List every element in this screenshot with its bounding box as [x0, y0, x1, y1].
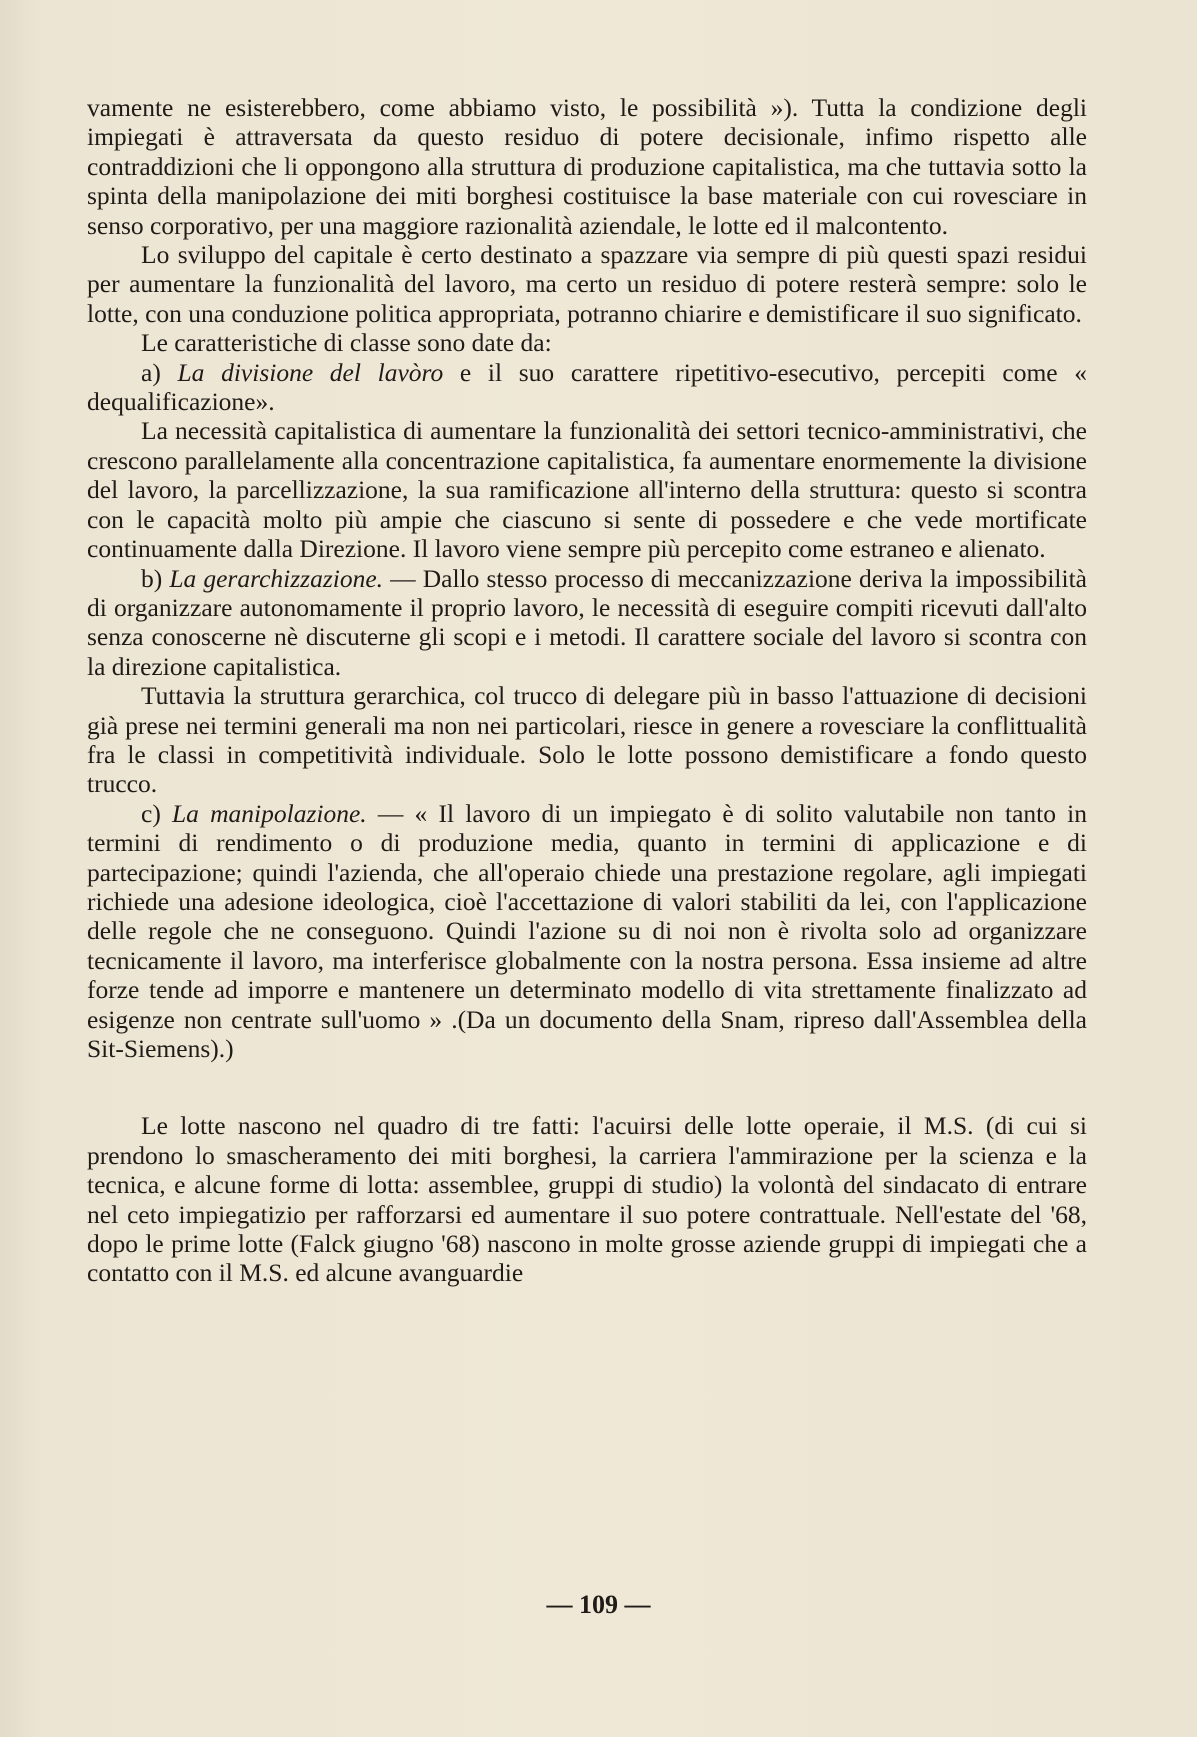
item-label-c: c) — [141, 798, 161, 828]
section-break — [87, 1063, 1087, 1111]
paragraph-6-text: — Dallo stesso processo di meccanizzazione deriva la impossibilità di organizzare autonomamente il proprio lavoro, le necessità di eseguire compiti ricevuti dall'alto senza conoscerne nè discuterne gli scopi e i metodi. Il carattere sociale del lavoro si scontra con la direzione capitalistica. — [87, 563, 1087, 681]
paragraph-7-text: Tuttavia la struttura gerarchica, col trucco di delegare più in basso l'attuazione di decisioni già prese nei termini generali ma non nei particolari, riesce in genere a rovesciare la conflittualità fra le classi in competitività individuale. Solo le lotte possono demistificare a fondo questo trucco. — [87, 681, 1087, 799]
paragraph-2 — [87, 240, 1087, 328]
paragraph-1-text: vamente ne esisterebbero, come abbiamo visto, le possibilità »). Tutta la condizione degli impiegati è attraversata da questo residuo di potere decisionale, infimo rispetto alle contraddizioni che li oppongono alla struttura di produzione capitalistica, ma che tuttavia sotto la spinta della manipolazione dei miti borghesi costituisce la base materiale con cui rovesciare in senso corporativo, per una maggiore razionalità aziendale, le lotte ed il malcontento. — [87, 93, 1087, 240]
body-text — [87, 93, 1087, 1288]
paragraph-9 — [87, 1111, 1087, 1287]
paragraph-9-text: Le lotte nascono nel quadro di tre fatti: l'acuirsi delle lotte operaie, il M.S. (di cui si prendono lo smascheramento dei miti borghesi, la carriera l'ammirazione per la scienza e la tecnica, e alcune forme di lotta: assemblee, gruppi di studio) la volontà del sindacato di entrare nel ceto impiegatizio per rafforzarsi ed aumentare il suo potere contrattuale. Nell'estate del '68, dopo le prime lotte (Falck giugno '68) nascono in molte grosse aziende gruppi di impiegati che a contatto con il M.S. ed alcune avanguardie — [87, 1111, 1087, 1288]
item-label-b: b) — [141, 563, 163, 593]
paragraph-3-text: Le caratteristiche di classe sono date da: — [141, 328, 552, 358]
paragraph-1 — [87, 93, 1087, 240]
paragraph-5 — [87, 416, 1087, 563]
paragraph-6 — [87, 564, 1087, 682]
paragraph-8 — [87, 799, 1087, 1064]
paragraph-8-text: — « Il lavoro di un impiegato è di solito valutabile non tanto in termini di rendimento o di produzione media, quanto in termini di applicazione e di partecipazione; quindi l'azienda, che all'operaio chiede una prestazione regolare, agli impiegati richiede una adesione ideologica, cioè l'accettazione di valori stabiliti da lei, con l'applicazione delle regole che ne conseguono. Quindi l'azione su di noi non è rivolta solo ad organizzare tecnicamente il lavoro, ma interferisce globalmente con la nostra persona. Essa insieme ad altre forze tende ad imporre e mantenere un determinato modello di vita strettamente finalizzato ad esigenze non centrate sull'uomo » .(Da un documento della Snam, ripreso dall'Assemblea della Sit-Siemens).) — [87, 798, 1087, 1063]
paragraph-2-text: Lo sviluppo del capitale è certo destinato a spazzare via sempre di più questi spazi residui per aumentare la funzionalità del lavoro, ma certo un residuo di potere resterà sempre: solo le lotte, con una conduzione politica appropriata, potranno chiarire e demistificare il suo significato. — [87, 240, 1087, 328]
paragraph-4-text: e il suo carattere ripetitivo-esecutivo, percepiti come « dequalificazione». — [87, 357, 1088, 417]
item-title-c: La manipolazione. — [172, 798, 367, 828]
paragraph-7 — [87, 681, 1087, 799]
item-label-a: a) — [141, 357, 161, 387]
paragraph-4 — [87, 358, 1087, 417]
page-number: — 109 — — [546, 1590, 651, 1619]
item-title-a: La divisione del lavòro — [177, 357, 444, 387]
item-title-b: La gerarchizzazione. — [169, 563, 384, 593]
paragraph-5-text: La necessità capitalistica di aumentare la funzionalità dei settori tecnico-amministrativi, che crescono parallelamente alla concentrazione capitalistica, fa aumentare enormemente la divisione del lavoro, la parcellizzazione, la sua ramificazione all'interno della struttura: questo si scontra con le capacità molto più ampie che ciascuno si sente di possedere e che vede mortificate continuamente dalla Direzione. Il lavoro viene sempre più percepito come estraneo e alienato. — [87, 416, 1087, 564]
paragraph-3 — [87, 328, 1087, 357]
